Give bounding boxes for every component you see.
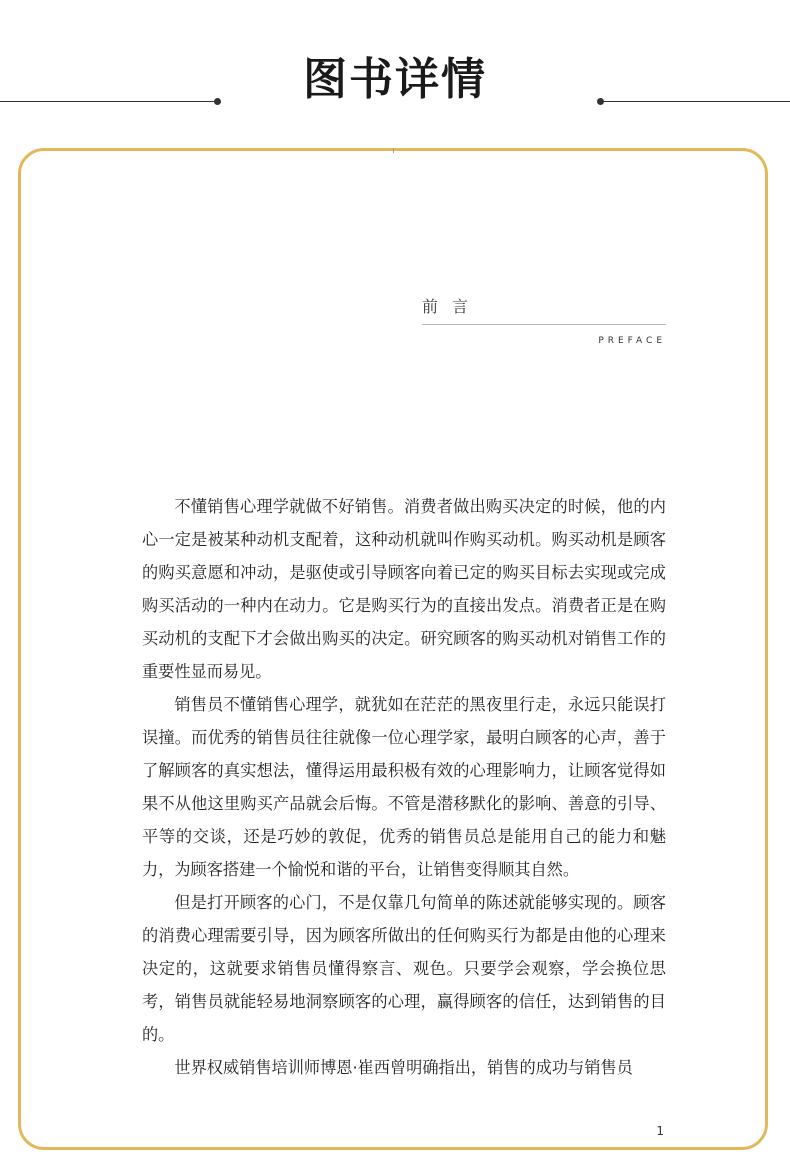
paragraph-4: 世界权威销售培训师博恩·崔西曾明确指出，销售的成功与销售员 [174,1058,633,1077]
page-header [0,0,790,140]
preface-body [142,490,666,1084]
page-title: 图书详情 [303,54,487,105]
page-number: 1 [656,1124,664,1138]
paragraph-2: 销售员不懂销售心理学，就犹如在茫茫的黑夜里行走，永远只能误打误撞。而优秀的销售员往往就像一位心理学家，最明白顾客的心声，善于了解顾客的真实想法，懂得运用最积极有效的心理影响力，让顾客觉得如果不从他这里购买产品就会后悔。不管是潜移默化的影响、善意的引导、平等的交谈，还是巧妙的敦促，优秀的销售员总是能用自己的能力和魅力，为顾客搭建一个愉悦和谐的平台，让销售变得顺其自然。 [142,695,666,879]
frame-tick-mark [393,148,394,153]
paragraph-3: 但是打开顾客的心门，不是仅靠几句简单的陈述就能够实现的。顾客的消费心理需要引导，因为顾客所做出的任何购买行为都是由他的心理来决定的，这就要求销售员懂得察言、观色。只要学会观察，学会换位思考，销售员就能轻易地洞察顾客的心理，赢得顾客的信任，达到销售的目的。 [142,893,666,1044]
preface-divider [422,324,666,325]
header-rule-right [601,101,790,102]
preface-subtitle: PREFACE [598,336,666,346]
preface-title: 前言 [422,297,483,316]
paragraph-1: 不懂销售心理学就做不好销售。消费者做出购买决定的时候，他的内心一定是被某种动机支配着，这种动机就叫作购买动机。购买动机是顾客的购买意愿和冲动，是驱使或引导顾客向着已定的购买目标去实现或完成购买活动的一种内在动力。它是购买行为的直接出发点。消费者正是在购买动机的支配下才会做出购买的决定。研究顾客的购买动机对销售工作的重要性显而易见。 [142,497,666,681]
